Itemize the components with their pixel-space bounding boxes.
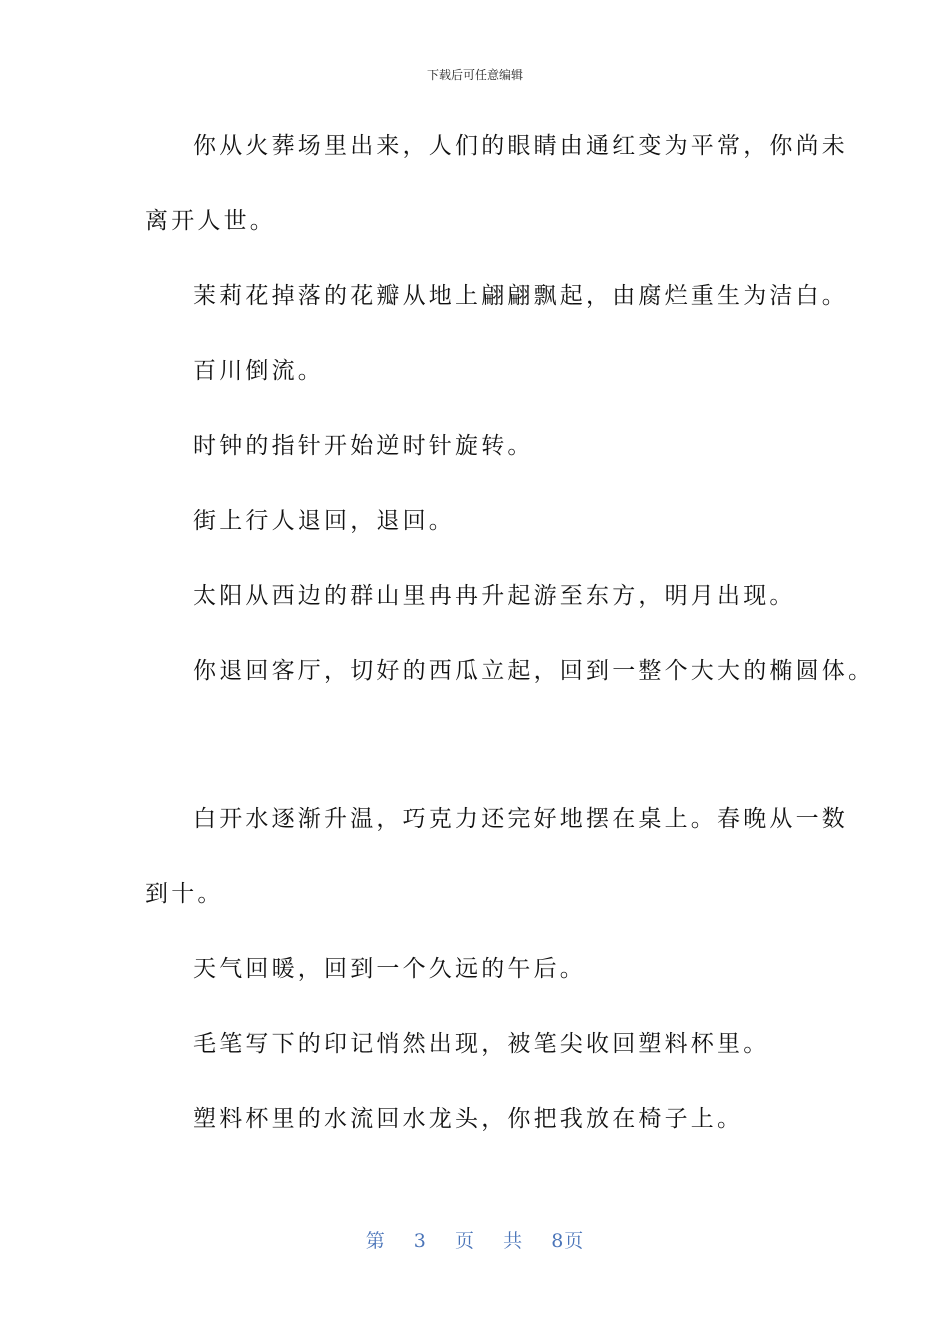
footer-prefix: 第 [365, 1230, 386, 1252]
paragraph-line: 时钟的指针开始逆时针旋转。 [193, 433, 534, 459]
paragraph-line: 毛笔写下的印记悄然出现，被笔尖收回塑料杯里。 [193, 1031, 770, 1057]
paragraph-line: 离开人世。 [145, 208, 276, 234]
paragraph-line: 你从火葬场里出来，人们的眼睛由通红变为平常，你尚未 [193, 133, 848, 159]
paragraph-line: 白开水逐渐升温，巧克力还完好地摆在桌上。春晚从一数 [193, 806, 848, 832]
footer-current-page: 3 [413, 1230, 427, 1252]
paragraph-line: 塑料杯里的水流回水龙头，你把我放在椅子上。 [193, 1106, 744, 1132]
paragraph-line: 茉莉花掉落的花瓣从地上翩翩飘起，由腐烂重生为洁白。 [193, 283, 848, 309]
paragraph-line: 百川倒流。 [193, 358, 324, 384]
footer-page-word: 页 [454, 1230, 475, 1252]
footer-total-word: 共 [503, 1230, 524, 1252]
footer-total-pages: 8页 [551, 1230, 585, 1252]
paragraph-line: 街上行人退回，退回。 [193, 508, 455, 534]
paragraph-line: 到十。 [145, 881, 224, 907]
paragraph-line: 太阳从西边的群山里冉冉升起游至东方，明月出现。 [193, 583, 796, 609]
page-footer [0, 1226, 950, 1253]
paragraph-line: 天气回暖，回到一个久远的午后。 [193, 956, 586, 982]
paragraph-line: 你退回客厅，切好的西瓜立起，回到一整个大大的椭圆体。 [193, 658, 875, 684]
page-header: 下载后可任意编辑 [426, 68, 523, 82]
